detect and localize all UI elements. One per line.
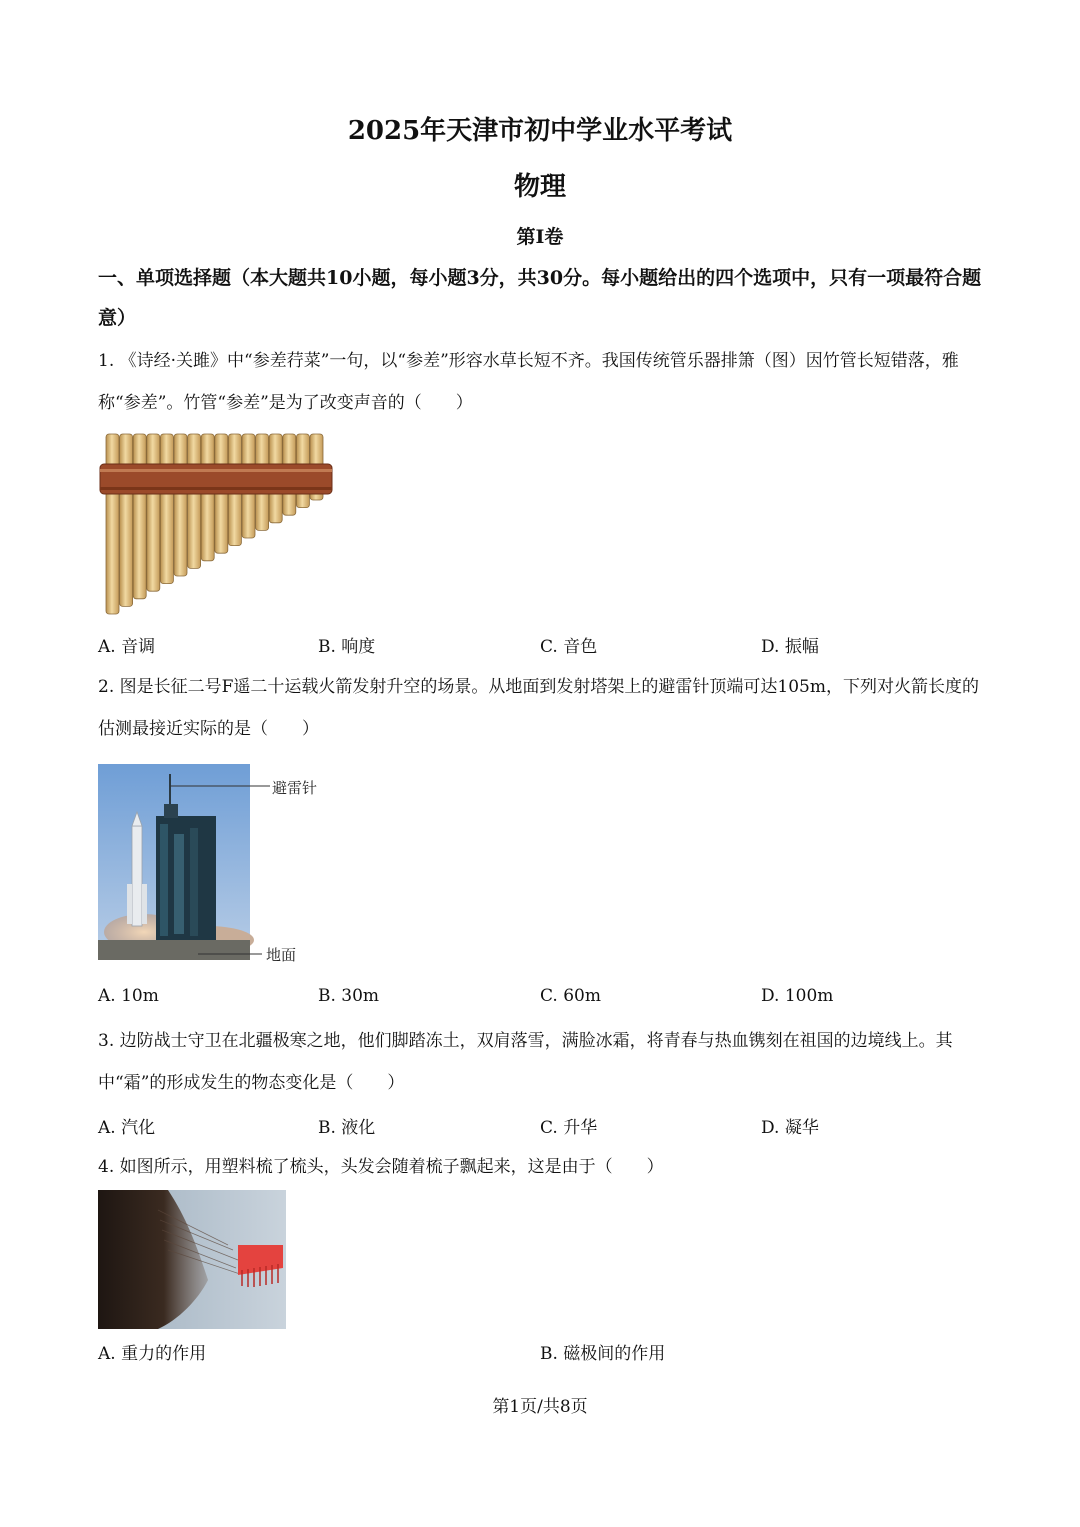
rocket-launch-figure	[98, 764, 278, 964]
q1-option-d: D. 振幅	[761, 637, 819, 657]
q3-option-b: B. 液化	[318, 1118, 376, 1138]
q1-option-a: A. 音调	[98, 637, 156, 657]
q2-option-d: D. 100m	[761, 986, 834, 1006]
panflute-pipe	[188, 434, 201, 568]
question-1-text: 1. 《诗经·关雎》中“参差荇菜”一句，以“参差”形容水草长短不齐。我国传统管乐器排箫（图）因竹管长短错落，雅称“参差”。竹管“参差”是为了改变声音的（ ）	[98, 351, 959, 413]
panflute-pipe	[174, 434, 187, 576]
page-footer: 第1页/共8页	[492, 1397, 588, 1417]
q2-option-a: A. 10m	[98, 986, 159, 1006]
q1-option-b: B. 响度	[318, 637, 376, 657]
panflute-pipe	[120, 434, 133, 606]
panflute-figure	[98, 432, 338, 617]
subject-title: 物理	[513, 172, 566, 202]
q4-option-b: B. 磁极间的作用	[540, 1344, 666, 1364]
panflute-pipe	[147, 434, 160, 591]
exam-title: 2025年天津市初中学业水平考试	[347, 116, 733, 146]
panflute-pipe	[201, 434, 214, 561]
hair-comb-figure	[98, 1190, 286, 1329]
q2-option-b: B. 30m	[318, 986, 380, 1006]
lightning-rod-label: 避雷针	[272, 779, 318, 797]
ground-label: 地面	[266, 946, 297, 964]
panflute-pipe	[160, 434, 173, 584]
q3-option-d: D. 凝华	[761, 1118, 819, 1138]
q3-option-a: A. 汽化	[98, 1118, 156, 1138]
panflute-pipe	[106, 434, 119, 614]
q1-option-c: C. 音色	[540, 637, 598, 657]
question-2-text: 2. 图是长征二号F遥二十运载火箭发射升空的场景。从地面到发射塔架上的避雷针顶端可达105m，下列对火箭长度的估测最接近实际的是（ ）	[98, 677, 979, 739]
q4-option-a: A. 重力的作用	[98, 1344, 207, 1364]
section-heading: 一、单项选择题（本大题共10小题，每小题3分，共30分。每小题给出的四个选项中，只有一项最符合题意）	[98, 267, 982, 329]
volume-label: 第I卷	[516, 226, 564, 248]
panflute-pipe	[133, 434, 146, 599]
q3-option-c: C. 升华	[540, 1118, 598, 1138]
question-4-text: 4. 如图所示，用塑料梳了梳头，头发会随着梳子飘起来，这是由于（ ）	[98, 1157, 664, 1177]
question-3-text: 3. 边防战士守卫在北疆极寒之地，他们脚踏冻土，双肩落雪，满脸冰霜，将青春与热血镌刻在祖国的边境线上。其中“霜”的形成发生的物态变化是（ ）	[98, 1031, 953, 1093]
q2-option-c: C. 60m	[540, 986, 601, 1006]
